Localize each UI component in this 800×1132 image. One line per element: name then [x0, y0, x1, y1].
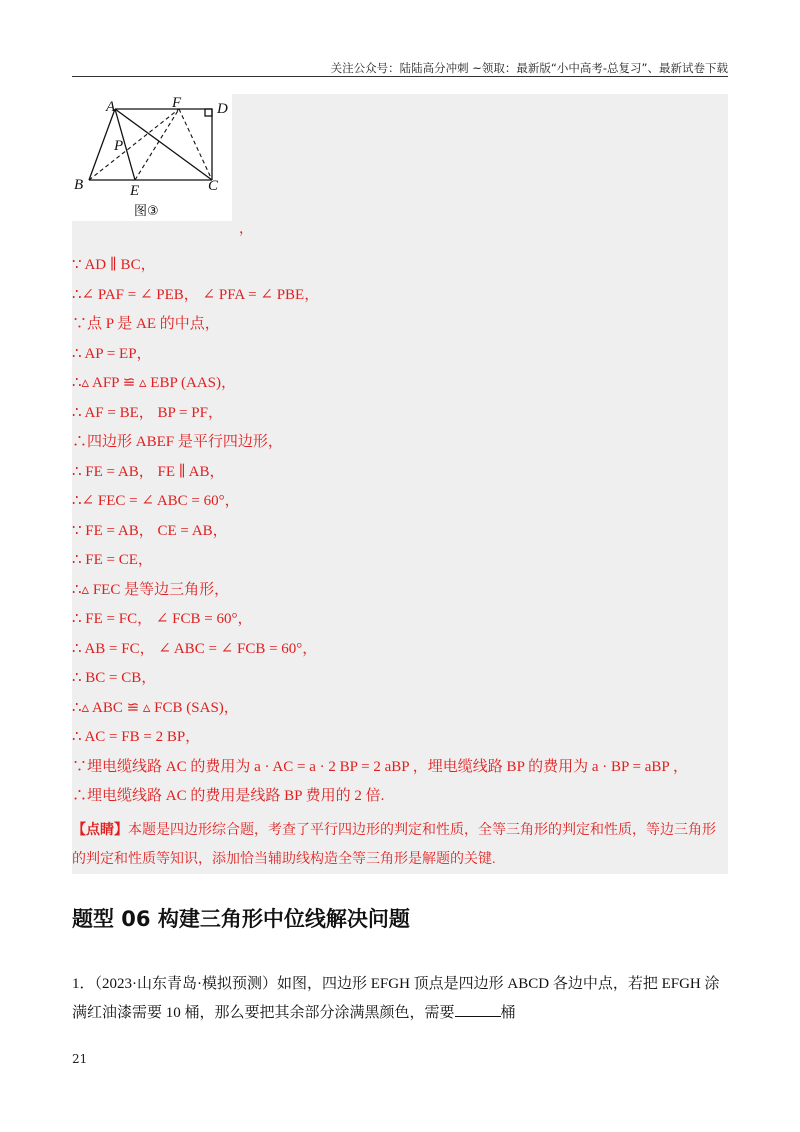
solution-line: ∴ AP = EP，	[72, 345, 152, 362]
solution-line: ∴ AC = FB = 2 BP，	[72, 729, 201, 745]
solution-line: ∴▵ AFP ≌ ▵ EBP (AAS)，	[72, 375, 237, 391]
figure-diagram	[72, 94, 232, 221]
solution-line: ∴▵ ABC ≌ ▵ FCB (SAS)，	[72, 699, 239, 716]
solution-line: ∴∠ FEC = ∠ ABC = 60°，	[72, 493, 240, 509]
page-number: 21	[72, 1052, 88, 1066]
label-A: A	[106, 99, 116, 115]
solution-line: ∴埋电缆线路 AC 的费用是线路 BP 费用的 2 倍.	[72, 788, 385, 804]
question-1	[72, 970, 728, 1028]
solution-line: ∵点 P 是 AE 的中点，	[72, 316, 220, 332]
solution-line: ∴ AB = FC， ∠ ABC = ∠ FCB = 60°，	[72, 640, 318, 657]
key-point-tag: 【点睛】	[72, 823, 128, 838]
solution-line: ∴四边形 ABEF 是平行四边形，	[72, 434, 283, 450]
figure-trailing-comma: ，	[239, 221, 253, 237]
question-unit: 桶	[500, 1005, 516, 1021]
label-B: B	[74, 177, 84, 193]
label-D: D	[217, 101, 228, 117]
solution-line: ∴ FE = AB， FE ∥ AB，	[72, 463, 225, 480]
solution-line: ∴▵ FEC 是等边三角形，	[72, 581, 230, 598]
label-P: P	[114, 138, 124, 154]
right-angle-mark	[205, 109, 212, 116]
label-F: F	[172, 95, 182, 111]
solution-line: ∴ AF = BE， BP = PF，	[72, 404, 223, 421]
segment-EF	[135, 109, 179, 180]
solution-line: ∴ BC = CB，	[72, 670, 157, 686]
geometry-figure	[72, 94, 232, 221]
page-header: 关注公众号：陆陆高分冲刺 ~领取：最新版“小中高考-总复习”、最新试卷下载	[330, 61, 728, 75]
header-rule	[72, 76, 728, 77]
solution-line: ∴ FE = CE，	[72, 552, 153, 568]
key-point-note	[72, 816, 728, 874]
figure-caption: 图③	[134, 204, 159, 219]
segment-FC	[179, 109, 212, 180]
solution-line: ∵ FE = AB， CE = AB，	[72, 522, 228, 539]
question-text: 1．（2023·山东青岛·模拟预测）如图，四边形 EFGH 顶点是四边形 ABCD 各边中点，若把 EFGH 涂满红油漆需要 10 桶，那么要把其余部分涂满黑颜色，需要	[72, 976, 720, 1021]
solution-line: ∵埋电缆线路 AC 的费用为 a · AC = a · 2 BP = 2 aBP ，埋电缆线路 BP 的费用为 a · BP = aBP ，	[72, 758, 688, 775]
solution-steps	[72, 255, 728, 816]
label-C: C	[208, 178, 219, 194]
key-point-text: 本题是四边形综合题，考查了平行四边形的判定和性质，全等三角形的判定和性质，等边三角形的判定和性质等知识，添加恰当辅助线构造全等三角形是解题的关键.	[72, 823, 716, 867]
answer-blank	[455, 1002, 501, 1017]
section-title: 题型 06 构建三角形中位线解决问题	[72, 907, 410, 931]
solution-line: ∵ AD ∥ BC，	[72, 257, 156, 273]
solution-line: ∴ FE = FC， ∠ FCB = 60°，	[72, 611, 253, 627]
segment-AC	[115, 109, 212, 180]
label-E: E	[130, 183, 140, 199]
solution-line: ∴∠ PAF = ∠ PEB， ∠ PFA = ∠ PBE，	[72, 286, 320, 303]
